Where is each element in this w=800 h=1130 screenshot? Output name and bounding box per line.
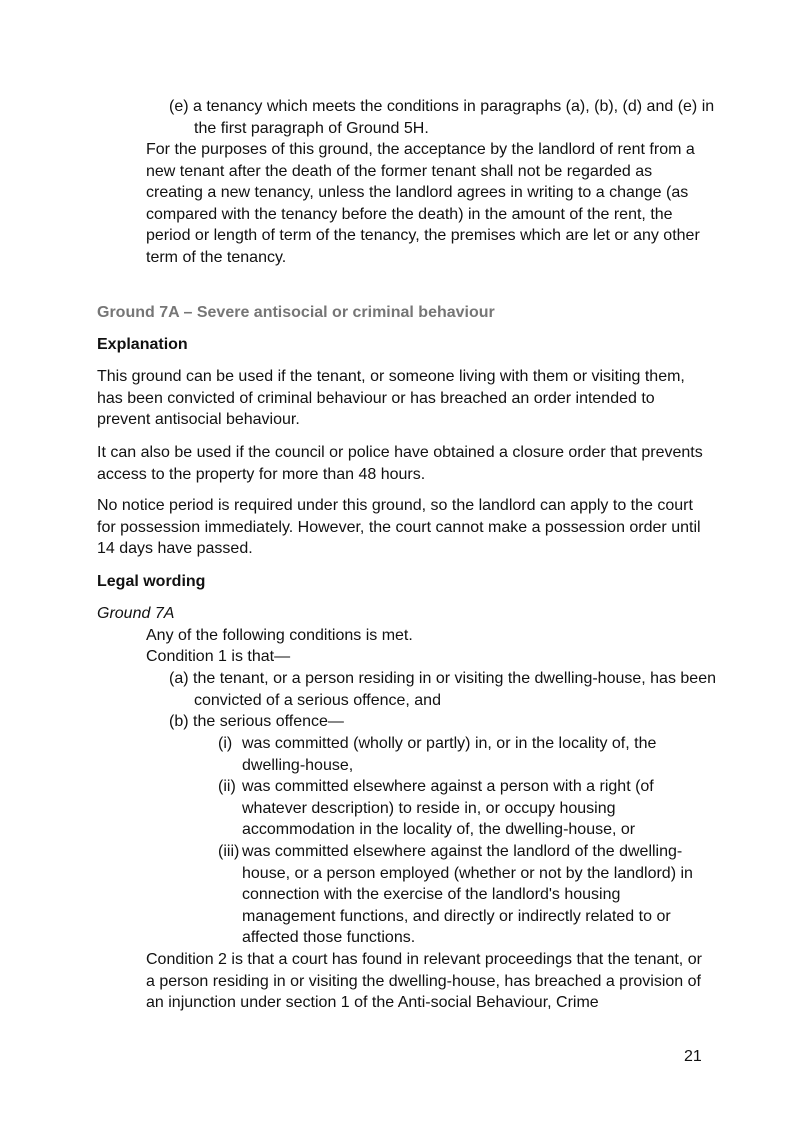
legal-wording-heading: Legal wording — [97, 573, 206, 590]
sub-item-number: (iii) — [218, 843, 240, 860]
sub-item-i — [218, 733, 710, 776]
condition-2-paragraph: Condition 2 is that a court has found in relevant proceedings that the tenant, or a person residing in or visiting the dwelling-house, has breached a provision of an injunction under section 1 of the Anti-social Behaviour, Crime — [146, 951, 702, 1012]
condition-1-intro: Condition 1 is that— — [146, 648, 291, 665]
sub-item-text: was committed (wholly or partly) in, or in the locality of, the dwelling-house, — [242, 735, 657, 774]
sub-item-number: (i) — [218, 735, 233, 752]
section-heading: Ground 7A – Severe antisocial or criminal behaviour — [97, 304, 495, 321]
list-item-e: (e) a tenancy which meets the conditions in paragraphs (a), (b), (d) and (e) in the first paragraph of Ground 5H. — [169, 98, 715, 137]
conditions-intro: Any of the following conditions is met. — [146, 627, 413, 644]
sub-item-number: (ii) — [218, 778, 236, 795]
legal-title: Ground 7A — [97, 605, 175, 622]
sub-item-ii — [218, 776, 710, 841]
explanation-paragraph-1: This ground can be used if the tenant, or someone living with them or visiting them, has been convicted of criminal behaviour or has breached an order intended to prevent antisocial behaviour. — [97, 368, 685, 429]
condition-1-item-a: (a) the tenant, or a person residing in or visiting the dwelling-house, has been convicted of a serious offence, and — [169, 670, 716, 709]
explanation-paragraph-2: It can also be used if the council or police have obtained a closure order that prevents access to the property for more than 48 hours. — [97, 444, 703, 483]
purposes-paragraph: For the purposes of this ground, the acceptance by the landlord of rent from a new tenant after the death of the former tenant shall not be regarded as creating a new tenancy, unless the landlord agrees in writing to a change (as compared with the tenancy before the death) in the amount of the rent, the period or length of term of the tenancy, the premises which are let or any other term of the tenancy. — [146, 141, 700, 266]
explanation-paragraph-3: No notice period is required under this ground, so the landlord can apply to the court for possession immediately. However, the court cannot make a possession order until 14 days have passed. — [97, 497, 701, 558]
sub-item-text: was committed elsewhere against a person with a right (of whatever description) to reside in, or occupy housing accommodation in the locality of, the dwelling-house, or — [242, 778, 654, 839]
sub-item-text: was committed elsewhere against the landlord of the dwelling-house, or a person employed (whether or not by the landlord) in connection with the exercise of the landlord's housing management functions, and directly or indirectly related to or affected those functions. — [242, 843, 693, 947]
condition-1-item-b: (b) the serious offence— — [169, 713, 344, 730]
page-number: 21 — [684, 1048, 702, 1065]
explanation-heading: Explanation — [97, 336, 188, 353]
sub-item-iii — [218, 841, 710, 949]
